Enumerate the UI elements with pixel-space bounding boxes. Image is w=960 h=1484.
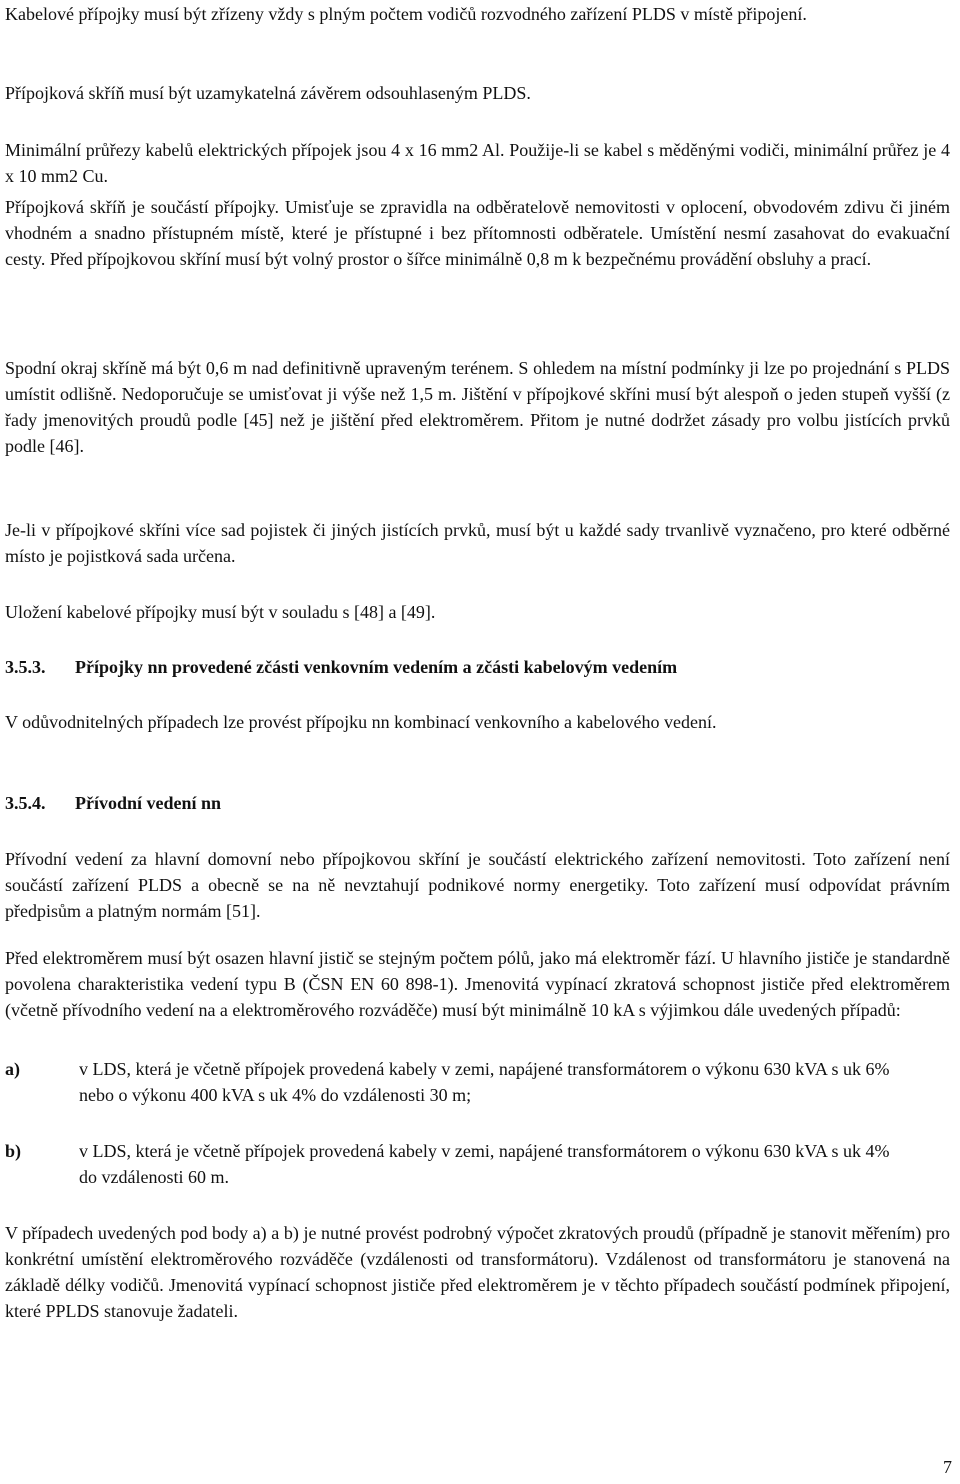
paragraph-connection-box-placement xyxy=(5,194,950,272)
paragraph-text: Přípojková skříň musí být uzamykatelná závěrem odsouhlaseným PLDS. xyxy=(5,83,531,103)
list-item-text: v LDS, která je včetně přípojek provedená kabely v zemi, napájené transformátorem o výkonu 630 kVA s uk 6% nebo o výkonu 400 kVA s uk 4% do vzdálenosti 30 m; xyxy=(79,1059,890,1105)
section-title: Přípojky nn provedené zčásti venkovním vedením a zčásti kabelovým vedením xyxy=(75,657,678,677)
paragraph-fuse-sets-marking xyxy=(5,517,950,569)
paragraph-text: Minimální průřezy kabelů elektrických přípojek jsou 4 x 16 mm2 Al. Použije-li se kabel s měděnými vodiči, minimální průřez je 4 x 10 mm2 Cu. xyxy=(5,140,950,186)
paragraph-main-breaker xyxy=(5,945,950,1023)
paragraph-text: V odůvodnitelných případech lze provést přípojku nn kombinací venkovního a kabelového vedení. xyxy=(5,712,717,732)
paragraph-box-height-and-fusing xyxy=(5,355,950,459)
paragraph-text: Spodní okraj skříně má být 0,6 m nad definitivně upraveným terénem. S ohledem na místní podmínky ji lze po projednání s PLDS umístit odlišně. Nedoporučuje se umisťovat ji výše než 1,5 m. Jištění v přípojkové skříni musí být alespoň o jeden stupeň vyšší (z řady jmenovitých proudů podle [45] než je jištění před elektroměrem. Přitom je nutné dodržet zásady pro volbu jistících prvků podle [46]. xyxy=(5,358,950,456)
list-marker: b) xyxy=(5,1141,22,1161)
paragraph-text: Uložení kabelové přípojky musí být v souladu s [48] a [49]. xyxy=(5,602,436,622)
paragraph-text: Přívodní vedení za hlavní domovní nebo přípojkovou skříní je součástí elektrického zařízení nemovitosti. Toto zařízení není součástí zařízení PLDS a obecně se na ně nevztahují podnikové normy energetiky. Toto zařízení musí odpovídat právním předpisům a platným normám [51]. xyxy=(5,849,950,921)
paragraph-cable-conductors xyxy=(5,1,950,27)
paragraph-text: Přípojková skříň je součástí přípojky. Umisťuje se zpravidla na odběratelově nemovitosti v oplocení, obvodovém zdivu či jiném vhodném a snadno přístupném místě, které je přístupné i bez přítomnosti odběratele. Umístění nesmí zasahovat do evakuační cesty. Před přípojkovou skříní musí být volný prostor o šířce minimálně 0,8 m k bezpečnému provádění obsluhy a prací. xyxy=(5,197,950,269)
paragraph-lockable-box xyxy=(5,80,950,106)
paragraph-cable-laying xyxy=(5,599,950,625)
section-number: 3.5.4. xyxy=(5,793,46,813)
paragraph-minimum-cross-sections xyxy=(5,137,950,189)
page-number: 7 xyxy=(943,1457,952,1477)
paragraph-text: Kabelové přípojky musí být zřízeny vždy s plným počtem vodičů rozvodného zařízení PLDS v místě připojení. xyxy=(5,4,807,24)
section-heading-3-5-3 xyxy=(5,654,677,680)
paragraph-supply-line xyxy=(5,846,950,924)
paragraph-text: Je-li v přípojkové skříni více sad pojistek či jiných jistících prvků, musí být u každé sady trvanlivě vyznačeno, pro které odběrné místo je pojistková sada určena. xyxy=(5,520,950,566)
section-title: Přívodní vedení nn xyxy=(75,793,222,813)
section-number: 3.5.3. xyxy=(5,657,46,677)
paragraph-text: Před elektroměrem musí být osazen hlavní jistič se stejným počtem pólů, jako má elektroměr fází. U hlavního jističe je standardně povolena charakteristika vedení typu B (ČSN EN 60 898-1). Jmenovitá vypínací zkratová schopnost jističe před elektroměrem (včetně přívodního vedení na a elektroměrového rozváděče) musí být minimálně 10 kA s výjimkou dále uvedených případů: xyxy=(5,948,950,1020)
list-marker: a) xyxy=(5,1059,20,1079)
paragraph-combined-connection xyxy=(5,709,950,735)
paragraph-short-circuit-calculation xyxy=(5,1220,950,1324)
list-item-text: v LDS, která je včetně přípojek provedená kabely v zemi, napájené transformátorem o výkonu 630 kVA s uk 4% do vzdálenosti 60 m. xyxy=(79,1141,890,1187)
section-heading-3-5-4 xyxy=(5,790,221,816)
paragraph-text: V případech uvedených pod body a) a b) je nutné provést podrobný výpočet zkratových proudů (případně je stanovit měřením) pro konkrétní umístění elektroměrového rozváděče (vzdálenosti od transformátoru). Vzdálenost od transformátoru je stanovená na základě délky vodičů. Jmenovitá vypínací schopnost jističe před elektroměrem je v těchto případech součástí podmínek připojení, které PPLDS stanovuje žadateli. xyxy=(5,1223,950,1321)
